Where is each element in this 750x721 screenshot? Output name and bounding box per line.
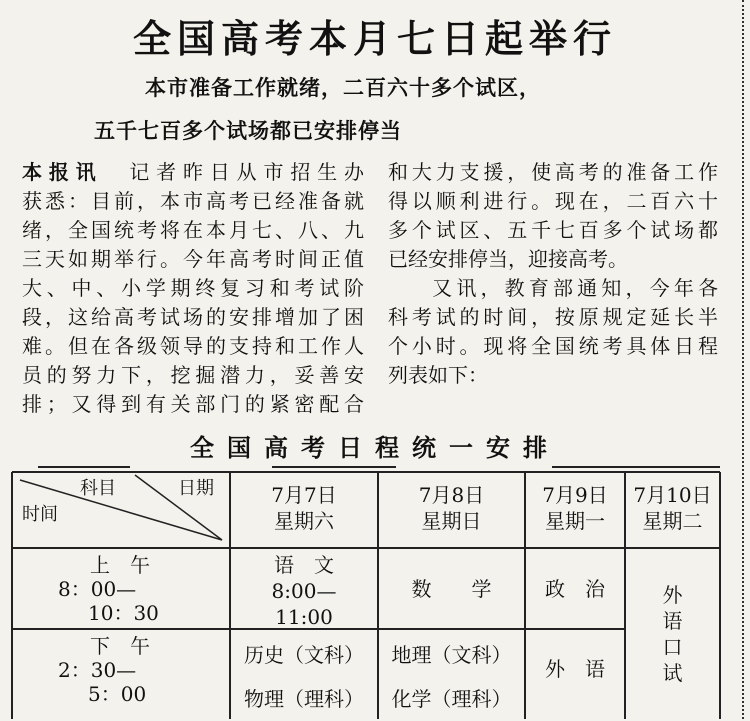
day4-subject [625,582,720,686]
article-line: 和大力支援，使高考的准备工作 [388,160,718,184]
morning-time-start: 8：00— [58,577,137,601]
day4-subject-char: 试 [662,661,683,685]
article-line: 绪，全国统考将在本月七、八、九 [22,218,364,242]
article-line [388,274,718,303]
subject-line: 物理（理科） [244,687,364,711]
article-line: 排；又得到有关部门的紧密配合 [22,392,364,416]
afternoon-time-end: 5：00 [88,682,147,706]
subject-time-start: 8:00— [271,579,337,603]
time-header-label: 时间 [22,504,58,525]
table-title: 全国高考日程统一安排 [190,434,560,462]
article-line: 大、中、小学期终复习和考试阶 [22,276,364,300]
article-text: 记者昨日从市招生办 [129,160,365,184]
article-line: 已经安排停当，迎接高考。 [388,247,628,271]
afternoon-day3-subject: 外 语 [545,657,605,681]
subject-line: 历史（文科） [244,643,364,667]
day4-subject-char: 口 [662,635,683,659]
article-text: 又讯，教育部通知，今年各 [428,276,718,300]
date-header-label: 日期 [178,478,214,499]
subject-line: 地理（文科） [391,643,512,667]
date-label: 7月7日 [271,483,337,507]
article-line: 员的努力下，挖掘潜力，妥善安 [22,363,364,387]
article-line: 列表如下： [388,363,488,387]
article-line: 获悉：目前，本市高考已经准备就 [22,189,364,213]
morning-day2-subject: 数 学 [411,577,492,601]
subject-line: 化学（理科） [391,687,512,711]
morning-time-end: 10：30 [88,601,159,625]
article-line: 多个试区、五千七百多个试场都 [388,218,718,242]
page-border [742,0,744,719]
weekday-label: 星期六 [274,509,334,533]
subheadline-1: 本市准备工作就绪，二百六十多个试区， [145,75,541,100]
day4-subject-char: 语 [662,609,683,633]
article-line: 科考试的时间，按原规定延长半 [388,305,718,329]
afternoon-time-start: 2：30— [58,658,137,682]
article-column-2 [388,158,718,390]
weekday-label: 星期日 [421,509,482,533]
afternoon-label: 下 午 [90,634,150,658]
weekday-label: 星期一 [545,509,605,533]
article-line [22,158,364,187]
article-lead: 本报讯 [22,160,103,184]
article-line: 段，这给高考试场的安排增加了困 [22,305,364,329]
article-line: 难。但在各级领导的支持和工作人 [22,334,364,358]
article-line: 三天如期举行。今年高考时间正值 [22,247,364,271]
morning-day1-cell [230,552,378,630]
day-header-4 [625,482,720,534]
morning-label: 上 午 [90,553,150,577]
title-rule [38,466,130,468]
article-line: 个小时。现将全国统考具体日程 [388,334,718,358]
title-rule [552,466,720,468]
date-label: 7月9日 [542,483,608,507]
afternoon-day1-cell [230,633,378,721]
article-line: 得以顺利进行。现在，二百六十 [388,189,718,213]
date-label: 7月8日 [418,483,485,507]
headline: 全国高考本月七日起举行 [132,17,617,61]
day-header-2 [378,482,525,534]
subheadline-2: 五千七百多个试场都已安排停当 [94,118,402,143]
title-rule [272,466,396,468]
subject-header-label: 科目 [80,478,116,499]
afternoon-day2-cell [378,633,525,721]
day-header-3 [525,482,625,534]
day4-subject-char: 外 [662,583,683,607]
morning-day3-subject: 政 治 [545,577,605,601]
day-header-1 [230,482,378,534]
weekday-label: 星期二 [642,509,703,533]
article-column-1 [22,158,364,419]
subject-time-end: 11:00 [275,605,333,629]
subject-name: 语 文 [274,553,334,577]
date-label: 7月10日 [633,483,712,507]
